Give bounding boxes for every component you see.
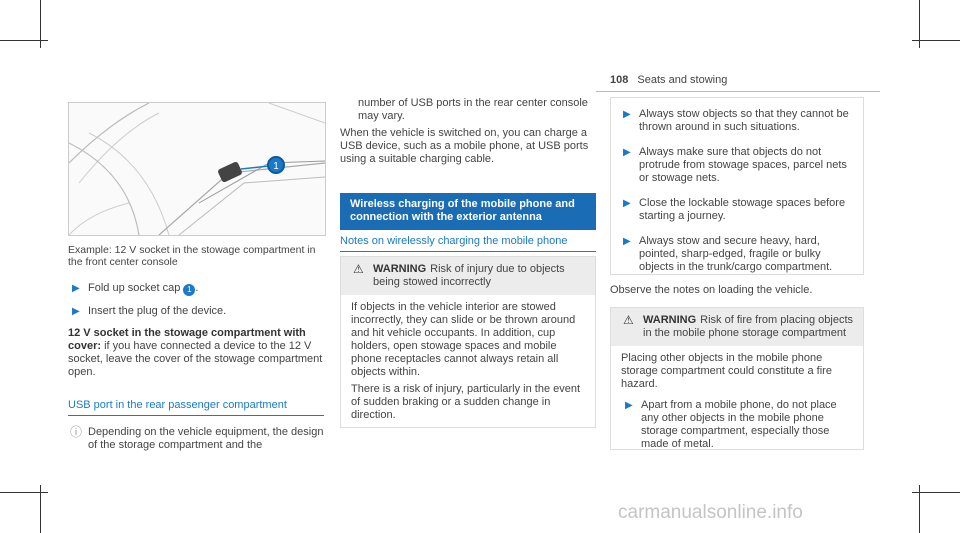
warning-bullet-text: Apart from a mobile phone, do not place any other objects in the mobile phone storage compartment, especially those made of metal.	[641, 399, 837, 450]
header-rule	[596, 91, 880, 92]
wireless-subheading: Notes on wirelessly charging the mobile phone	[340, 235, 568, 247]
warning-label: WARNING	[373, 263, 427, 275]
svg-text:1: 1	[273, 161, 279, 172]
tip-item	[619, 146, 855, 185]
warning-header	[341, 257, 595, 295]
crop-mark	[912, 492, 960, 493]
usb-paragraph: When the vehicle is switched on, you can charge a USB device, such as a mobile phone, at USB ports using a suitable charging cable.	[340, 127, 589, 165]
info-icon: ⓘ	[70, 425, 83, 439]
middle-column	[340, 97, 596, 166]
step-fold-cap: ▶ Fold up socket cap 1 .	[72, 282, 199, 294]
arrow-icon: ▶	[623, 147, 631, 158]
warning-triangle-icon: ⚠	[623, 313, 634, 327]
crop-mark	[912, 40, 960, 41]
warning-bullet	[621, 399, 853, 451]
arrow-icon: ▶	[72, 306, 80, 317]
observe-text: Observe the notes on loading the vehicle.	[610, 284, 813, 296]
step-text: Insert the plug of the device.	[88, 305, 227, 317]
page-number: 108	[610, 74, 629, 86]
tip-item	[619, 235, 855, 274]
section-bar: Wireless charging of the mobile phone and connection with the exterior antenna	[340, 193, 596, 230]
arrow-icon: ▶	[625, 400, 633, 411]
warning-label: WARNING	[643, 314, 697, 326]
arrow-icon: ▶	[72, 283, 80, 294]
socket-illustration	[68, 102, 326, 236]
usb-note	[68, 426, 324, 452]
tip-text: Close the lockable stowage spaces before starting a journey.	[639, 197, 846, 222]
warning-box-fire	[610, 307, 864, 450]
arrow-icon: ▶	[623, 198, 631, 209]
tips-box	[610, 97, 864, 275]
marker-icon: 1	[183, 284, 195, 296]
warning-paragraph: Placing other objects in the mobile phone storage compartment could constitute a fire hazard.	[621, 352, 832, 390]
warning-body	[611, 346, 863, 457]
step-text: Fold up socket cap	[88, 282, 181, 294]
cover-heading: 12 V socket in the stowage compartment with cover:	[68, 327, 306, 352]
warning-body	[341, 295, 595, 432]
section-title: Seats and stowing	[637, 74, 728, 86]
tips-list	[619, 108, 855, 274]
console-drawing	[69, 103, 325, 235]
crop-mark	[0, 492, 48, 493]
note-continuation: number of USB ports in the rear center console may vary.	[358, 97, 588, 122]
warning-box-objects	[340, 256, 596, 428]
arrow-icon: ▶	[623, 109, 631, 120]
cover-text: if you have connected a device to the 12 V socket, leave the cover of the stowage compartment open.	[68, 340, 323, 378]
cover-paragraph	[68, 327, 324, 379]
heading-rule	[340, 251, 596, 252]
step-insert-plug	[68, 305, 324, 318]
warning-triangle-icon: ⚠	[353, 262, 364, 276]
note-text: Depending on the vehicle equipment, the design of the storage compartment and the	[88, 426, 324, 451]
left-column	[68, 282, 324, 452]
warning-paragraph: There is a risk of injury, particularly in the event of sudden braking or a sudden change in direction.	[351, 383, 581, 421]
warning-paragraph: If objects in the vehicle interior are stowed incorrectly, they can slide or be thrown around and hit vehicle occupants. In addition, cup holders, open stowage spaces and mobile phone receptacles cannot always retain all objects within.	[351, 301, 576, 378]
watermark-text: carmanualsonline.info	[618, 502, 803, 523]
tip-item	[619, 108, 855, 134]
warning-header	[611, 308, 863, 346]
tip-item	[619, 197, 855, 223]
page-header	[610, 74, 727, 86]
crop-mark	[0, 40, 48, 41]
warning-title: Risk of injury due to objects being stowed incorrectly	[373, 263, 565, 288]
wireless-subheading-block	[340, 235, 596, 252]
tip-text: Always make sure that objects do not protrude from stowage spaces, parcel nets or stowage nets.	[639, 146, 847, 184]
arrow-icon: ▶	[623, 236, 631, 247]
tip-text: Always stow objects so that they cannot be thrown around in such situations.	[639, 108, 849, 133]
heading-rule	[68, 415, 324, 416]
tip-text: Always stow and secure heavy, hard, pointed, sharp-edged, fragile or bulky objects in the trunk/cargo compartment.	[639, 235, 833, 273]
warning-title: Risk of fire from placing objects in the mobile phone storage compartment	[643, 314, 854, 339]
figure-caption: Example: 12 V socket in the stowage compartment in the front center console	[68, 244, 316, 268]
usb-heading: USB port in the rear passenger compartment	[68, 399, 287, 411]
